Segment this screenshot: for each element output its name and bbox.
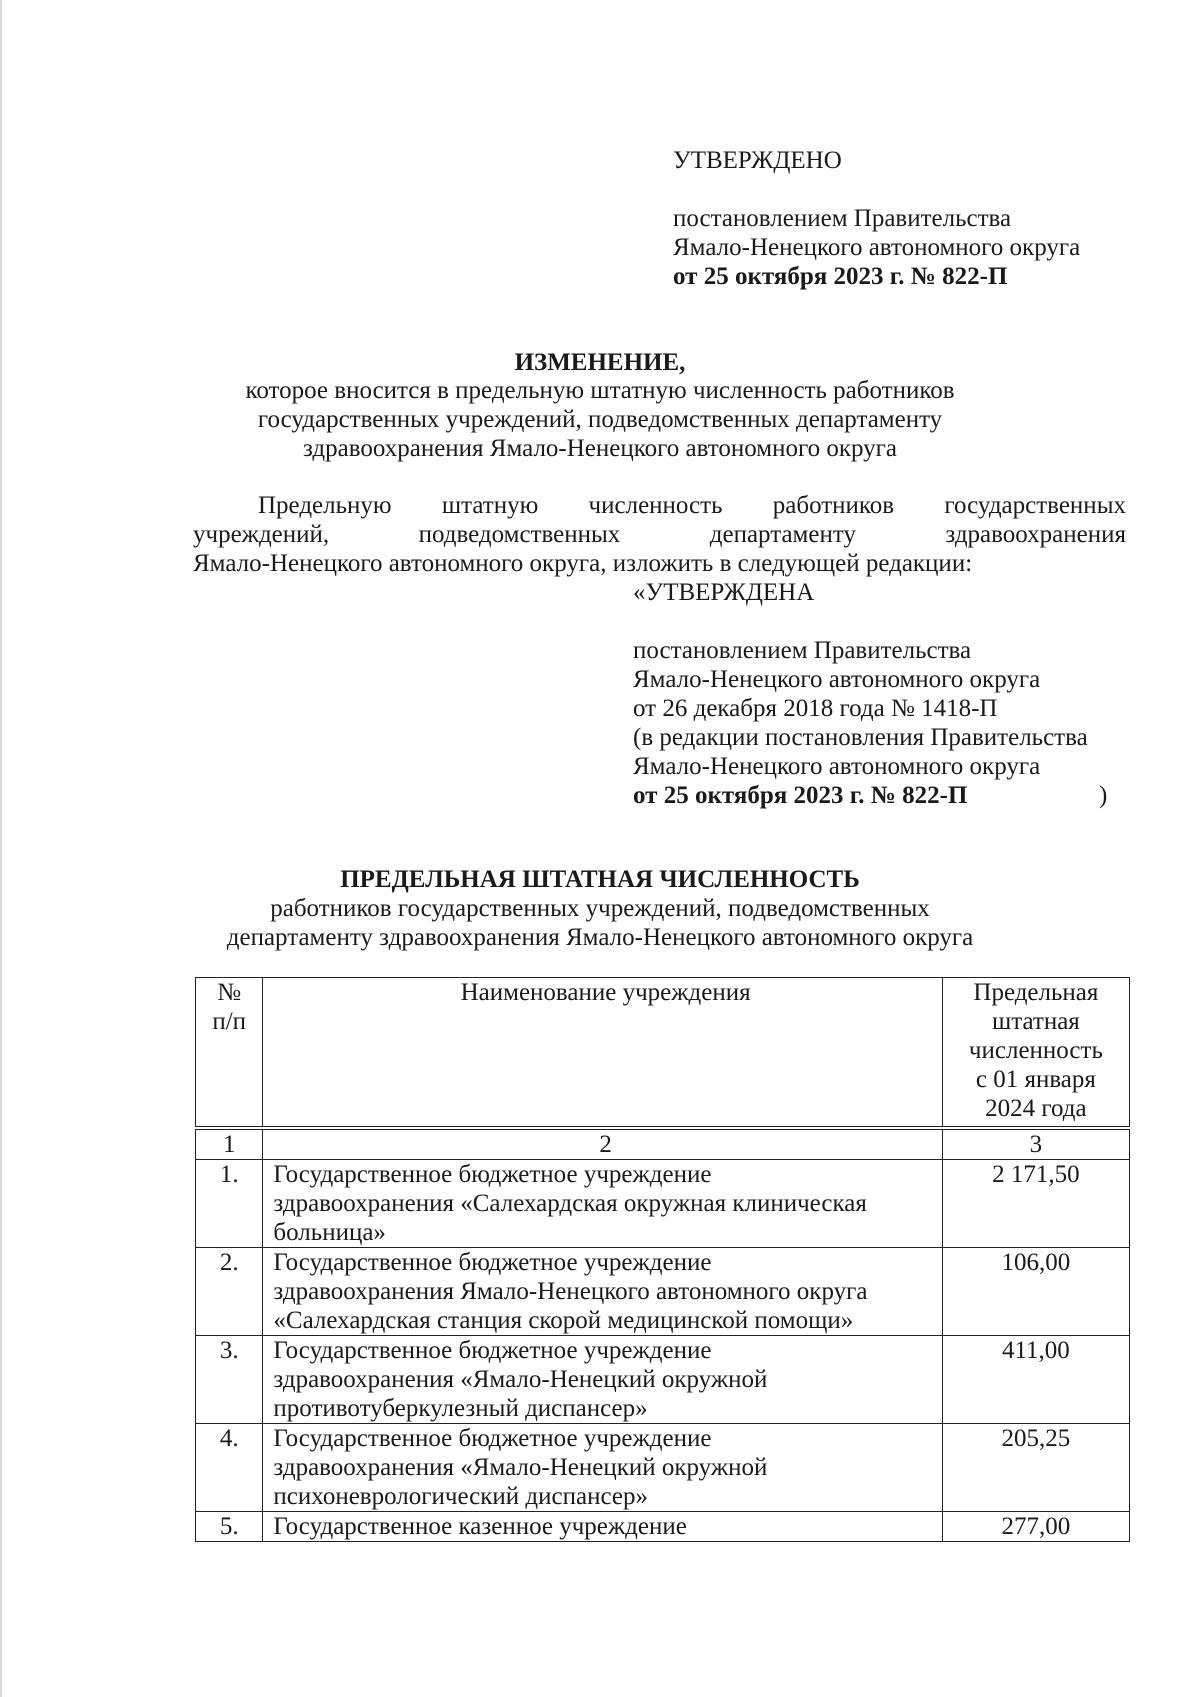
row-name-line: Государственное бюджетное учреждение — [273, 1161, 712, 1188]
header-limit-line-5: 2024 года — [985, 1095, 1087, 1122]
change-title: ИЗМЕНЕНИЕ, — [514, 349, 686, 376]
approval2-line-3: от 26 декабря 2018 года № 1418-П — [633, 695, 998, 722]
row-staff-limit: 2 171,50 — [942, 1160, 1129, 1248]
table-row — [196, 1336, 1130, 1424]
intro-line-3: Ямало-Ненецкого автономного округа, изложить в следующей редакции: — [193, 550, 973, 577]
row-staff-limit: 277,00 — [942, 1512, 1129, 1542]
page-edge-shadow — [0, 0, 2, 1697]
header-name-cell: Наименование учреждения — [263, 978, 942, 1129]
header-limit-line-2: штатная — [991, 1008, 1080, 1035]
header-limit-cell — [942, 978, 1129, 1129]
intro-line-1: Предельную штатную численность работников государственных — [258, 492, 1126, 519]
row-number: 3. — [196, 1336, 263, 1424]
row-staff-limit: 411,00 — [942, 1336, 1129, 1424]
row-number: 5. — [196, 1512, 263, 1542]
table-row — [196, 1248, 1130, 1336]
row-number: 2. — [196, 1248, 263, 1336]
table-row — [196, 1512, 1130, 1542]
row-name-line: Государственное бюджетное учреждение — [273, 1249, 712, 1276]
header-limit-line-1: Предельная — [973, 979, 1099, 1006]
column-number-2: 2 — [263, 1128, 942, 1160]
row-name-line: Государственное бюджетное учреждение — [273, 1425, 712, 1452]
approval2-line-4: (в редакции постановления Правительства — [633, 724, 1088, 751]
row-name-line: противотуберкулезный диспансер» — [273, 1395, 648, 1422]
row-staff-limit: 106,00 — [942, 1248, 1129, 1336]
approval-line-2: Ямало-Ненецкого автономного округа — [673, 234, 1081, 261]
row-number: 1. — [196, 1160, 263, 1248]
approval-date-number: от 25 октября 2023 г. № 822-П — [673, 263, 1008, 290]
approval-heading: УТВЕРЖДЕНО — [673, 147, 842, 174]
main-subtitle-line-2: департаменту здравоохранения Ямало-Ненецкого автономного округа — [226, 924, 974, 951]
main-subtitle-line-1: работников государственных учреждений, подведомственных — [270, 895, 930, 922]
approval2-date-number: от 25 октября 2023 г. № 822-П — [633, 782, 968, 809]
row-name-line: здравоохранения Ямало-Ненецкого автономного округа — [273, 1278, 868, 1305]
row-institution-name — [263, 1248, 942, 1336]
header-number-abbr: п/п — [212, 1008, 247, 1035]
row-institution-name — [263, 1512, 942, 1542]
approval2-line-5: Ямало-Ненецкого автономного округа — [633, 753, 1041, 780]
staffing-table — [195, 977, 1130, 1542]
table-column-numbers-row — [196, 1128, 1130, 1160]
row-name-line: психоневрологический диспансер» — [273, 1483, 648, 1510]
row-number: 4. — [196, 1424, 263, 1512]
row-institution-name — [263, 1336, 942, 1424]
column-number-1: 1 — [196, 1128, 263, 1160]
approval2-line-1: постановлением Правительства — [633, 637, 972, 664]
header-limit-line-3: численность — [968, 1037, 1103, 1064]
row-institution-name — [263, 1424, 942, 1512]
row-name-line: здравоохранения «Ямало-Ненецкий окружной — [273, 1366, 768, 1393]
change-subtitle-line-1: которое вносится в предельную штатную численность работников — [245, 377, 955, 404]
column-number-3: 3 — [942, 1128, 1129, 1160]
header-limit-line-4: с 01 января — [975, 1066, 1096, 1093]
row-name-line: Государственное казенное учреждение — [273, 1513, 687, 1540]
approval2-heading: «УТВЕРЖДЕНА — [633, 579, 815, 606]
table-row — [196, 1160, 1130, 1248]
row-institution-name — [263, 1160, 942, 1248]
header-number-symbol: № — [217, 979, 242, 1006]
approval2-close-paren: ) — [1099, 782, 1108, 809]
approval2-line-2: Ямало-Ненецкого автономного округа — [633, 666, 1041, 693]
row-name-line: «Салехардская станция скорой медицинской помощи» — [273, 1307, 854, 1334]
table-header-row — [196, 978, 1130, 1129]
row-staff-limit: 205,25 — [942, 1424, 1129, 1512]
change-subtitle-line-2: государственных учреждений, подведомственных департаменту — [257, 406, 943, 433]
intro-line-2: учреждений, подведомственных департаменту здравоохранения — [193, 521, 1126, 548]
change-subtitle-line-3: здравоохранения Ямало-Ненецкого автономного округа — [302, 435, 898, 462]
row-name-line: Государственное бюджетное учреждение — [273, 1337, 712, 1364]
table-row — [196, 1424, 1130, 1512]
approval-line-1: постановлением Правительства — [673, 205, 1012, 232]
row-name-line: здравоохранения «Ямало-Ненецкий окружной — [273, 1454, 768, 1481]
main-title: ПРЕДЕЛЬНАЯ ШТАТНАЯ ЧИСЛЕННОСТЬ — [340, 866, 860, 893]
row-name-line: больница» — [273, 1219, 386, 1246]
row-name-line: здравоохранения «Салехардская окружная клиническая — [273, 1190, 867, 1217]
header-number-cell — [196, 978, 263, 1129]
